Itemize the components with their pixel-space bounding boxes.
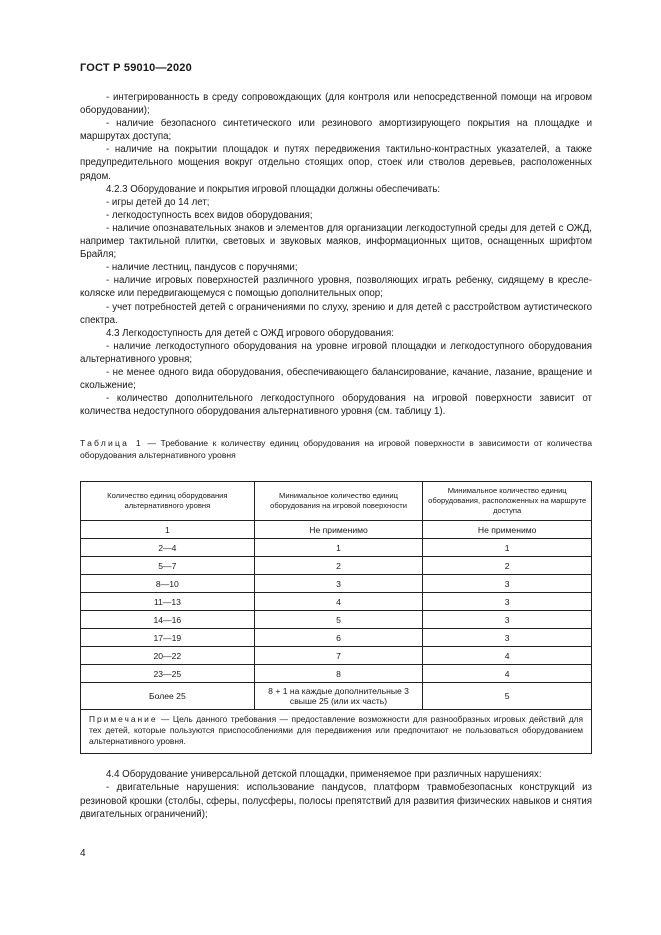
table-row — [81, 665, 592, 683]
table-cell: 17—19 — [81, 629, 255, 647]
table-cell: 4 — [423, 665, 592, 683]
table-note-text: — Цель данного требования — предоставление возможности для разнообразных игровых действий для тех детей, которые пользуются приспособлениями для передвижения или предпочитают не пользоваться оборудованием альтернативного уровня. — [89, 714, 583, 747]
table-note-label: Примечание — [89, 714, 158, 725]
table-cell: 20—22 — [81, 647, 255, 665]
table-note — [81, 710, 592, 754]
table-row — [81, 539, 592, 557]
table-header-cell: Минимальное количество единиц оборудования, расположенных на маршруте доступа — [423, 482, 592, 521]
table-cell: 1 — [254, 539, 423, 557]
paragraph: - легкодоступность всех видов оборудования; — [106, 209, 313, 221]
paragraph: - игры детей до 14 лет; — [106, 196, 210, 208]
table-cell: 5 — [423, 683, 592, 710]
paragraph: - не менее одного вида оборудования, обеспечивающего балансирование, качание, лазание, вращение и скольжение; — [80, 366, 592, 392]
table-caption-text: — Требование к количеству единиц оборудования на игровой поверхности в зависимости от количества оборудования альтернативного уровня — [80, 438, 592, 460]
paragraph: - количество дополнительного легкодоступного оборудования на игровой поверхности зависит от количества недоступного оборудования альтернативного уровня (см. таблицу 1). — [80, 393, 592, 418]
table-cell: 1 — [423, 539, 592, 557]
page-body — [80, 91, 592, 821]
paragraph: - двигательные нарушения: использование пандусов, платформ травмобезопасных конструкций из резиновой крошки (столбы, сферы, полусферы, полосы препятствий для развития физических навыков и снятия двигательных ограничений); — [80, 782, 592, 820]
table-row — [81, 647, 592, 665]
table-cell: 3 — [423, 593, 592, 611]
paragraph: - наличие игровых поверхностей различного уровня, позволяющих играть ребенку, сидящему в кресле-коляске или передвигающемуся с помощью дополнительных опор; — [80, 275, 592, 300]
table-cell: 5—7 — [81, 557, 255, 575]
table-cell: 23—25 — [81, 665, 255, 683]
table-cell: 2 — [423, 557, 592, 575]
table-cell: 3 — [423, 611, 592, 629]
table-caption-label: Таблица 1 — [80, 438, 143, 449]
paragraph: - наличие на покрытии площадок и путях передвижения тактильно-контрастных указателей, а также предупредительного мощения вокруг отдельно стоящих опор, стоек или стволов деревьев, расположенных рядом. — [80, 144, 592, 182]
table-cell: Более 25 — [81, 683, 255, 710]
table-row — [81, 611, 592, 629]
table-row — [81, 575, 592, 593]
table-cell: 3 — [423, 575, 592, 593]
table-cell: 3 — [423, 629, 592, 647]
table-cell: 2—4 — [81, 539, 255, 557]
page-number: 4 — [80, 848, 86, 859]
table-cell: Не применимо — [423, 521, 592, 539]
table-row — [81, 629, 592, 647]
table-cell: 3 — [254, 575, 423, 593]
equipment-table — [80, 481, 592, 754]
paragraph: - наличие легкодоступного оборудования на уровне игровой площадки и легкодоступного оборудования альтернативного уровня; — [80, 340, 592, 365]
table-cell: 6 — [254, 629, 423, 647]
table-row — [81, 683, 592, 710]
table-cell: 2 — [254, 557, 423, 575]
table-cell: 4 — [423, 647, 592, 665]
table-cell: 8—10 — [81, 575, 255, 593]
paragraph: - наличие лестниц, пандусов с поручнями; — [106, 262, 298, 274]
table-header-row — [81, 482, 592, 521]
section-heading-4-2-3: 4.2.3 Оборудование и покрытия игровой площадки должны обеспечивать: — [106, 183, 441, 195]
table-cell: 1 — [81, 521, 255, 539]
paragraph: - наличие опознавательных знаков и элементов для организации легкодоступной среды для детей с ОЖД, например тактильной плитки, световых и звуковых маяков, информационных щитов, оснащенных шрифтом Брайля; — [80, 222, 592, 261]
table-row — [81, 521, 592, 539]
table-cell: Не применимо — [254, 521, 423, 539]
table-cell: 7 — [254, 647, 423, 665]
table-header-cell: Минимальное количество единиц оборудования на игровой поверхности — [254, 482, 423, 521]
document-header: ГОСТ Р 59010—2020 — [80, 62, 192, 74]
table-cell: 5 — [254, 611, 423, 629]
table-cell: 4 — [254, 593, 423, 611]
table-row — [81, 593, 592, 611]
paragraph: - наличие безопасного синтетического или резинового амортизирующего покрытия на площадке и маршрутах доступа; — [80, 118, 592, 143]
table-row — [81, 557, 592, 575]
paragraph: - учет потребностей детей с ограничениями по слуху, зрению и для детей с расстройством аутистического спектра. — [80, 301, 592, 326]
paragraph: - интегрированность в среду сопровождающих (для контроля или непосредственной помощи на игровом оборудовании); — [80, 92, 592, 117]
table-caption — [80, 438, 592, 461]
section-heading-4-4: 4.4 Оборудование универсальной детской площадки, применяемое при различных нарушениях: — [106, 769, 542, 781]
table-cell: 8 — [254, 665, 423, 683]
table-cell: 14—16 — [81, 611, 255, 629]
table-cell: 8 + 1 на каждые дополнительные 3 свыше 25 (или их часть) — [254, 683, 423, 710]
table-note-row — [81, 710, 592, 754]
table-header-cell: Количество единиц оборудования альтернативного уровня — [81, 482, 255, 521]
section-heading-4-3: 4.3 Легкодоступность для детей с ОЖД игрового оборудования: — [106, 327, 394, 339]
table-cell: 11—13 — [81, 593, 255, 611]
